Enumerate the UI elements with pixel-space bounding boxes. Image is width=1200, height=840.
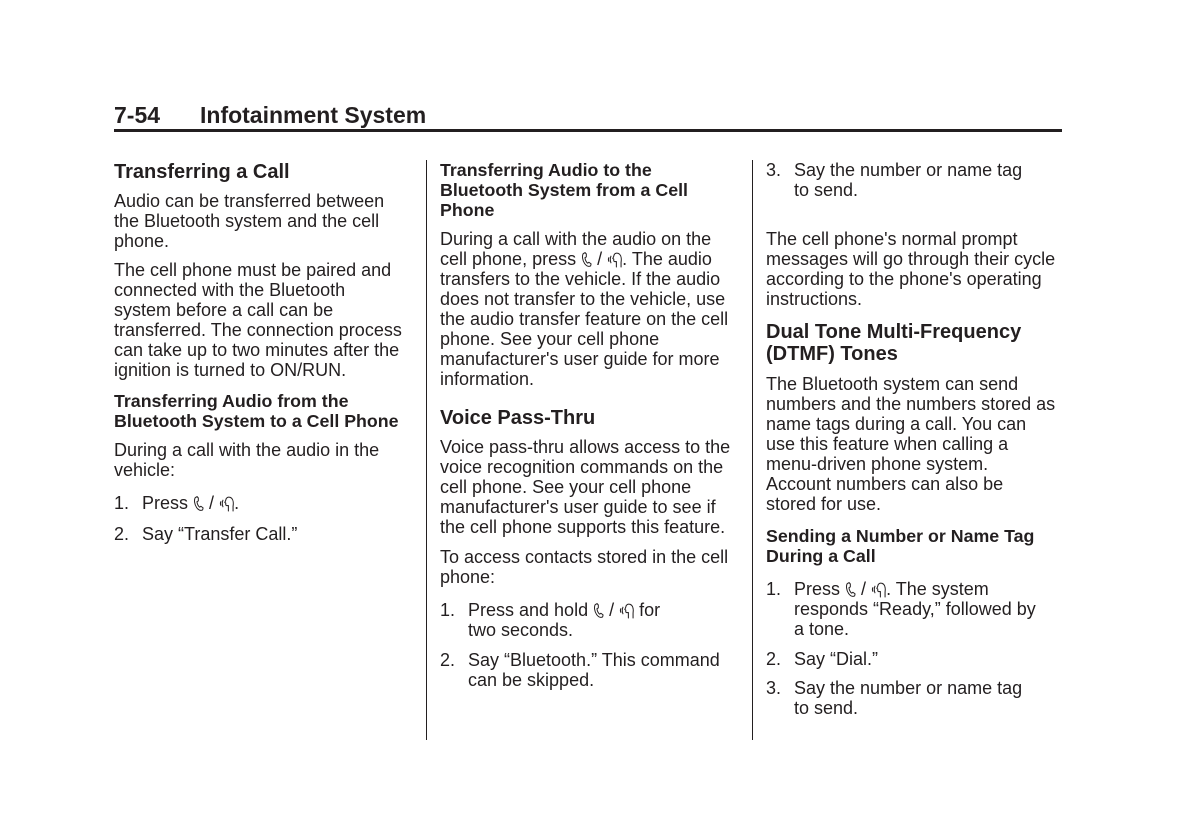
list-item	[440, 600, 745, 640]
list-item	[766, 160, 1071, 200]
icon-separator: /	[209, 493, 215, 513]
list-text-end: . The system responds “Ready,” followed by a tone.	[794, 579, 1036, 639]
list-text-start: Press and hold	[468, 600, 589, 620]
list-number: 1.	[440, 600, 456, 620]
list-number: 3.	[766, 678, 782, 698]
list-item	[766, 678, 1071, 718]
paragraph-text-end: . The audio transfers to the vehicle. If the audio does not transfer to the vehicle, use the audio transfer feature on the cell phone. See your cell phone manufacturer's user guide for more information.	[440, 249, 729, 389]
phone-icon	[593, 602, 604, 619]
list-item	[766, 649, 1071, 669]
paragraph: The cell phone must be paired and connected with the Bluetooth system before a call can be transferred. The connection process can take up to two minutes after the ignition is turned to ON/RUN.	[114, 260, 402, 380]
paragraph: To access contacts stored in the cell phone:	[440, 547, 729, 587]
list-text-start: Press	[794, 579, 841, 599]
subheading: Transferring Audio from the Bluetooth System to a Cell Phone	[114, 391, 399, 431]
icon-separator: /	[597, 249, 603, 269]
list-text: Say the number or name tag to send.	[794, 160, 1023, 200]
subheading: Sending a Number or Name Tag During a Call	[766, 526, 1035, 566]
section-heading: Voice Pass-Thru	[440, 407, 596, 429]
paragraph	[440, 229, 745, 389]
list-number: 1.	[114, 493, 130, 513]
paragraph: The cell phone's normal prompt messages will go through their cycle according to the phone's operating instructions.	[766, 229, 1056, 309]
list-text: Say “Dial.”	[794, 649, 879, 669]
list-number: 1.	[766, 579, 782, 599]
list-text: Say “Bluetooth.” This command can be skipped.	[468, 650, 720, 690]
header-rule	[114, 129, 1062, 132]
phone-icon	[581, 251, 592, 268]
subheading: Transferring Audio to the Bluetooth System from a Cell Phone	[440, 160, 688, 220]
list-item	[114, 493, 419, 513]
paragraph: During a call with the audio in the vehicle:	[114, 440, 380, 480]
section-title: Infotainment System	[200, 102, 427, 128]
paragraph-text-start: During a call with the audio on the cell phone, press	[440, 229, 712, 269]
list-text-start: Press	[142, 493, 189, 513]
paragraph: The Bluetooth system can send numbers and the numbers stored as name tags during a call. You can use this feature when calling a menu-driven phone system. Account numbers can also be stored for use.	[766, 374, 1056, 514]
voice-recognition-icon	[607, 251, 622, 268]
column-divider	[426, 160, 427, 740]
page-number: 7-54	[114, 102, 161, 128]
list-text	[142, 493, 239, 513]
list-number: 2.	[114, 524, 130, 544]
list-text: Say the number or name tag to send.	[794, 678, 1023, 718]
icon-separator: /	[609, 600, 615, 620]
list-number: 2.	[440, 650, 456, 670]
list-text: Say “Transfer Call.”	[142, 524, 298, 544]
voice-recognition-icon	[219, 495, 234, 512]
phone-icon	[845, 581, 856, 598]
list-number: 2.	[766, 649, 782, 669]
list-item	[766, 579, 1071, 639]
paragraph: Voice pass-thru allows access to the voice recognition commands on the cell phone. See your cell phone manufacturer's user guide to see if the cell phone supports this feature.	[440, 437, 731, 537]
section-heading: Transferring a Call	[114, 161, 290, 183]
list-text	[794, 579, 1036, 639]
voice-recognition-icon	[619, 602, 634, 619]
list-item	[440, 650, 745, 690]
section-heading: Dual Tone Multi-Frequency (DTMF) Tones	[766, 321, 1022, 365]
column-divider	[752, 160, 753, 740]
phone-icon	[193, 495, 204, 512]
paragraph: Audio can be transferred between the Bluetooth system and the cell phone.	[114, 191, 385, 251]
list-text	[468, 600, 660, 640]
list-number: 3.	[766, 160, 782, 180]
icon-separator: /	[861, 579, 867, 599]
voice-recognition-icon	[871, 581, 886, 598]
list-text-end: for two seconds.	[468, 600, 661, 640]
list-text-end: .	[234, 493, 240, 513]
list-item	[114, 524, 419, 544]
